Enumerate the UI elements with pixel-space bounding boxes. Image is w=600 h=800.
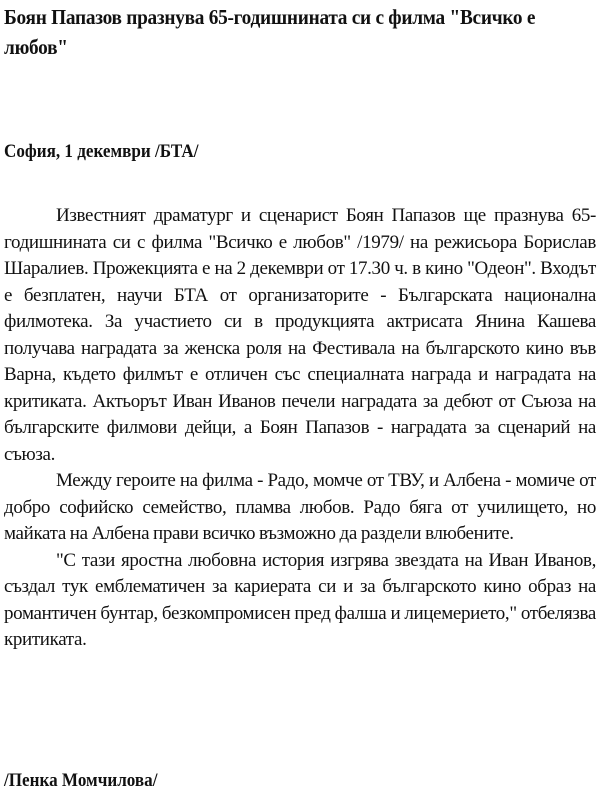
article-dateline: София, 1 декември /БТА/ — [4, 141, 199, 162]
article-paragraph-1: Известният драматург и сценарист Боян Папазов ще празнува 65-годишнината си с филма "Всичко е любов" /1979/ на режисьора Борислав Шаралиев. Прожекцията е на 2 декември от 17.30 ч. в кино "Одеон". Входът е безплатен, научи БТА от организаторите - Българската национална филмотека. За участието си в продукцията актрисата Янина Кашева получава наградата за женска роля на Фестивала на българското кино във Варна, където филмът е отличен със специалната награда и наградата на критиката. Актьорът Иван Иванов печели наградата за дебют от Съюза на българските филмови дейци, а Боян Папазов - наградата за сценарий на съюза. — [4, 205, 596, 465]
article-author: /Пенка Момчилова/ — [4, 770, 158, 791]
article-paragraph-2: Между героите на филма - Радо, момче от ТВУ, и Албена - момиче от добро софийско семейство, пламва любов. Радо бяга от училището, но майката на Албена прави всичко възможно да раздели влюбените. — [4, 470, 596, 544]
article-body — [4, 203, 596, 654]
article-paragraph-3: "С тази яростна любовна история изгрява звездата на Иван Иванов, създал тук емблематичен за кариерата си и за българското кино образ на романтичен бунтар, безкомпромисен пред фалша и лицемерието," отбелязва критиката. — [4, 549, 596, 650]
article-headline: Боян Папазов празнува 65-годишнината си с филма "Всичко е любов" — [4, 5, 536, 59]
